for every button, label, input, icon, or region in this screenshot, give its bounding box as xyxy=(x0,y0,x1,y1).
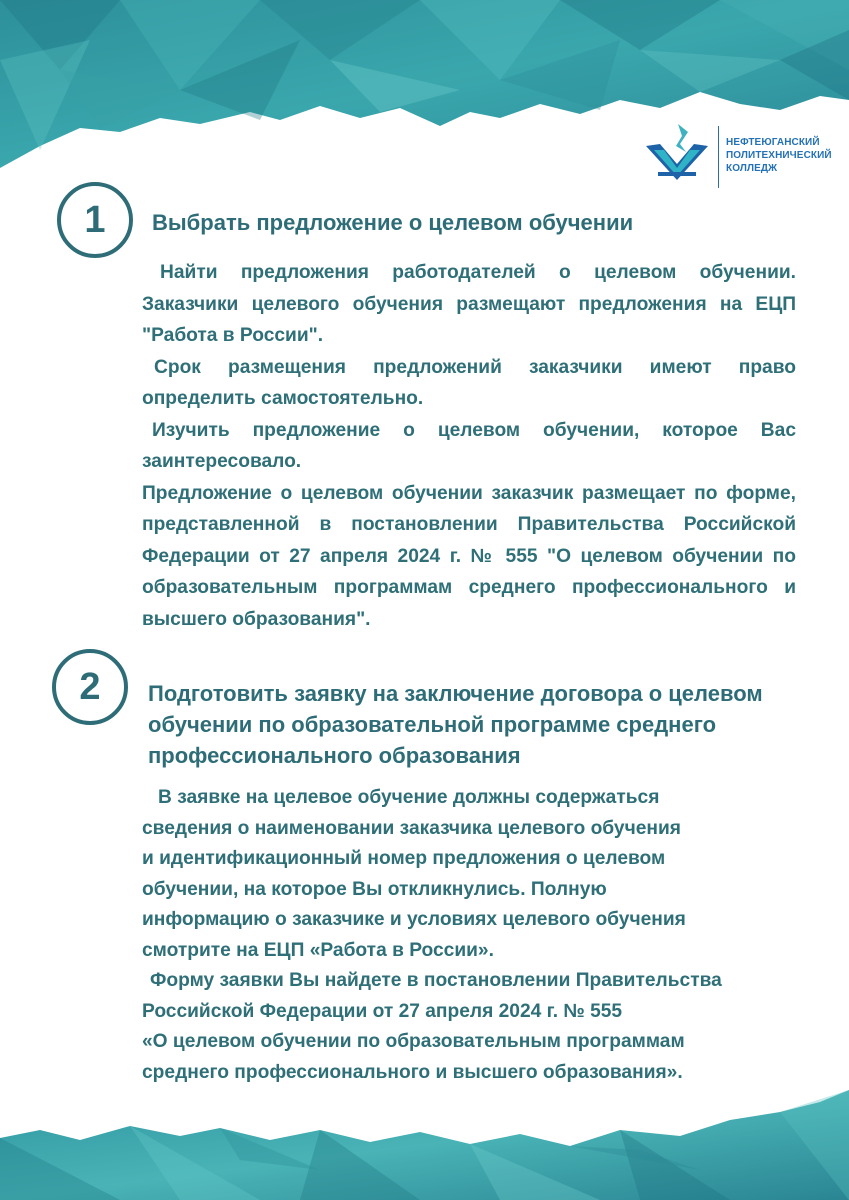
step-2-line: В заявке на целевое обучение должны содержаться xyxy=(158,787,660,808)
step-2-line: среднего профессионального и высшего образования». xyxy=(142,1061,683,1083)
college-emblem-icon xyxy=(644,122,710,182)
step-2-line: смотрите на ЕЦП «Работа в России». xyxy=(142,939,494,961)
step-2-title-line1: Подготовить заявку на заключение договора о целевом xyxy=(148,681,763,706)
step-2-number-badge: 2 xyxy=(52,649,128,725)
logo-divider xyxy=(718,126,719,188)
college-name-line1: НЕФТЕЮГАНСКИЙ xyxy=(726,137,820,148)
college-logo xyxy=(644,122,844,192)
step-1-title: Выбрать предложение о целевом обучении xyxy=(152,210,634,235)
step-1-paragraph-3: Изучить предложение о целевом обучении, которое Вас заинтересовало. xyxy=(142,419,796,472)
step-2-title xyxy=(148,678,763,771)
step-2-title-line2: обучении по образовательной программе среднего xyxy=(148,712,717,737)
step-1-paragraph-2: Срок размещения предложений заказчики имеют право определить самостоятельно. xyxy=(142,356,796,409)
step-2-line: «О целевом обучении по образовательным программам xyxy=(142,1031,685,1052)
step-2-line: информацию о заказчике и условиях целевого обучения xyxy=(142,909,686,930)
college-name-line3: КОЛЛЕДЖ xyxy=(726,163,778,174)
step-2-body xyxy=(142,783,796,1088)
bottom-decorative-background xyxy=(0,1090,849,1200)
step-1-paragraph-1: Найти предложения работодателей о целевом обучении. Заказчики целевого обучения размещают предложения на ЕЦП "Работа в России". xyxy=(142,262,796,346)
step-2-line: обучении, на которое Вы откликнулись. Полную xyxy=(142,878,607,900)
step-2-title-line3: профессионального образования xyxy=(148,743,521,768)
step-2-line: сведения о наименовании заказчика целевого обучения xyxy=(142,817,681,839)
step-2-line: и идентификационный номер предложения о целевом xyxy=(142,848,666,869)
college-name-line2: ПОЛИТЕХНИЧЕСКИЙ xyxy=(726,150,832,161)
step-1-number-badge: 1 xyxy=(57,182,133,258)
step-2-line: Форму заявки Вы найдете в постановлении Правительства xyxy=(150,970,722,991)
step-2-line: Российской Федерации от 27 апреля 2024 г. № 555 xyxy=(142,1000,623,1022)
college-name xyxy=(726,136,832,175)
step-1-paragraph-4: Предложение о целевом обучении заказчик размещает по форме, представленной в постановлении Правительства Российской Федерации от 27 апреля 2024 г. № 555 "О целевом обучении по образовательным программам среднего профессионального и высшего образования". xyxy=(142,482,796,630)
step-1-body xyxy=(142,257,796,635)
